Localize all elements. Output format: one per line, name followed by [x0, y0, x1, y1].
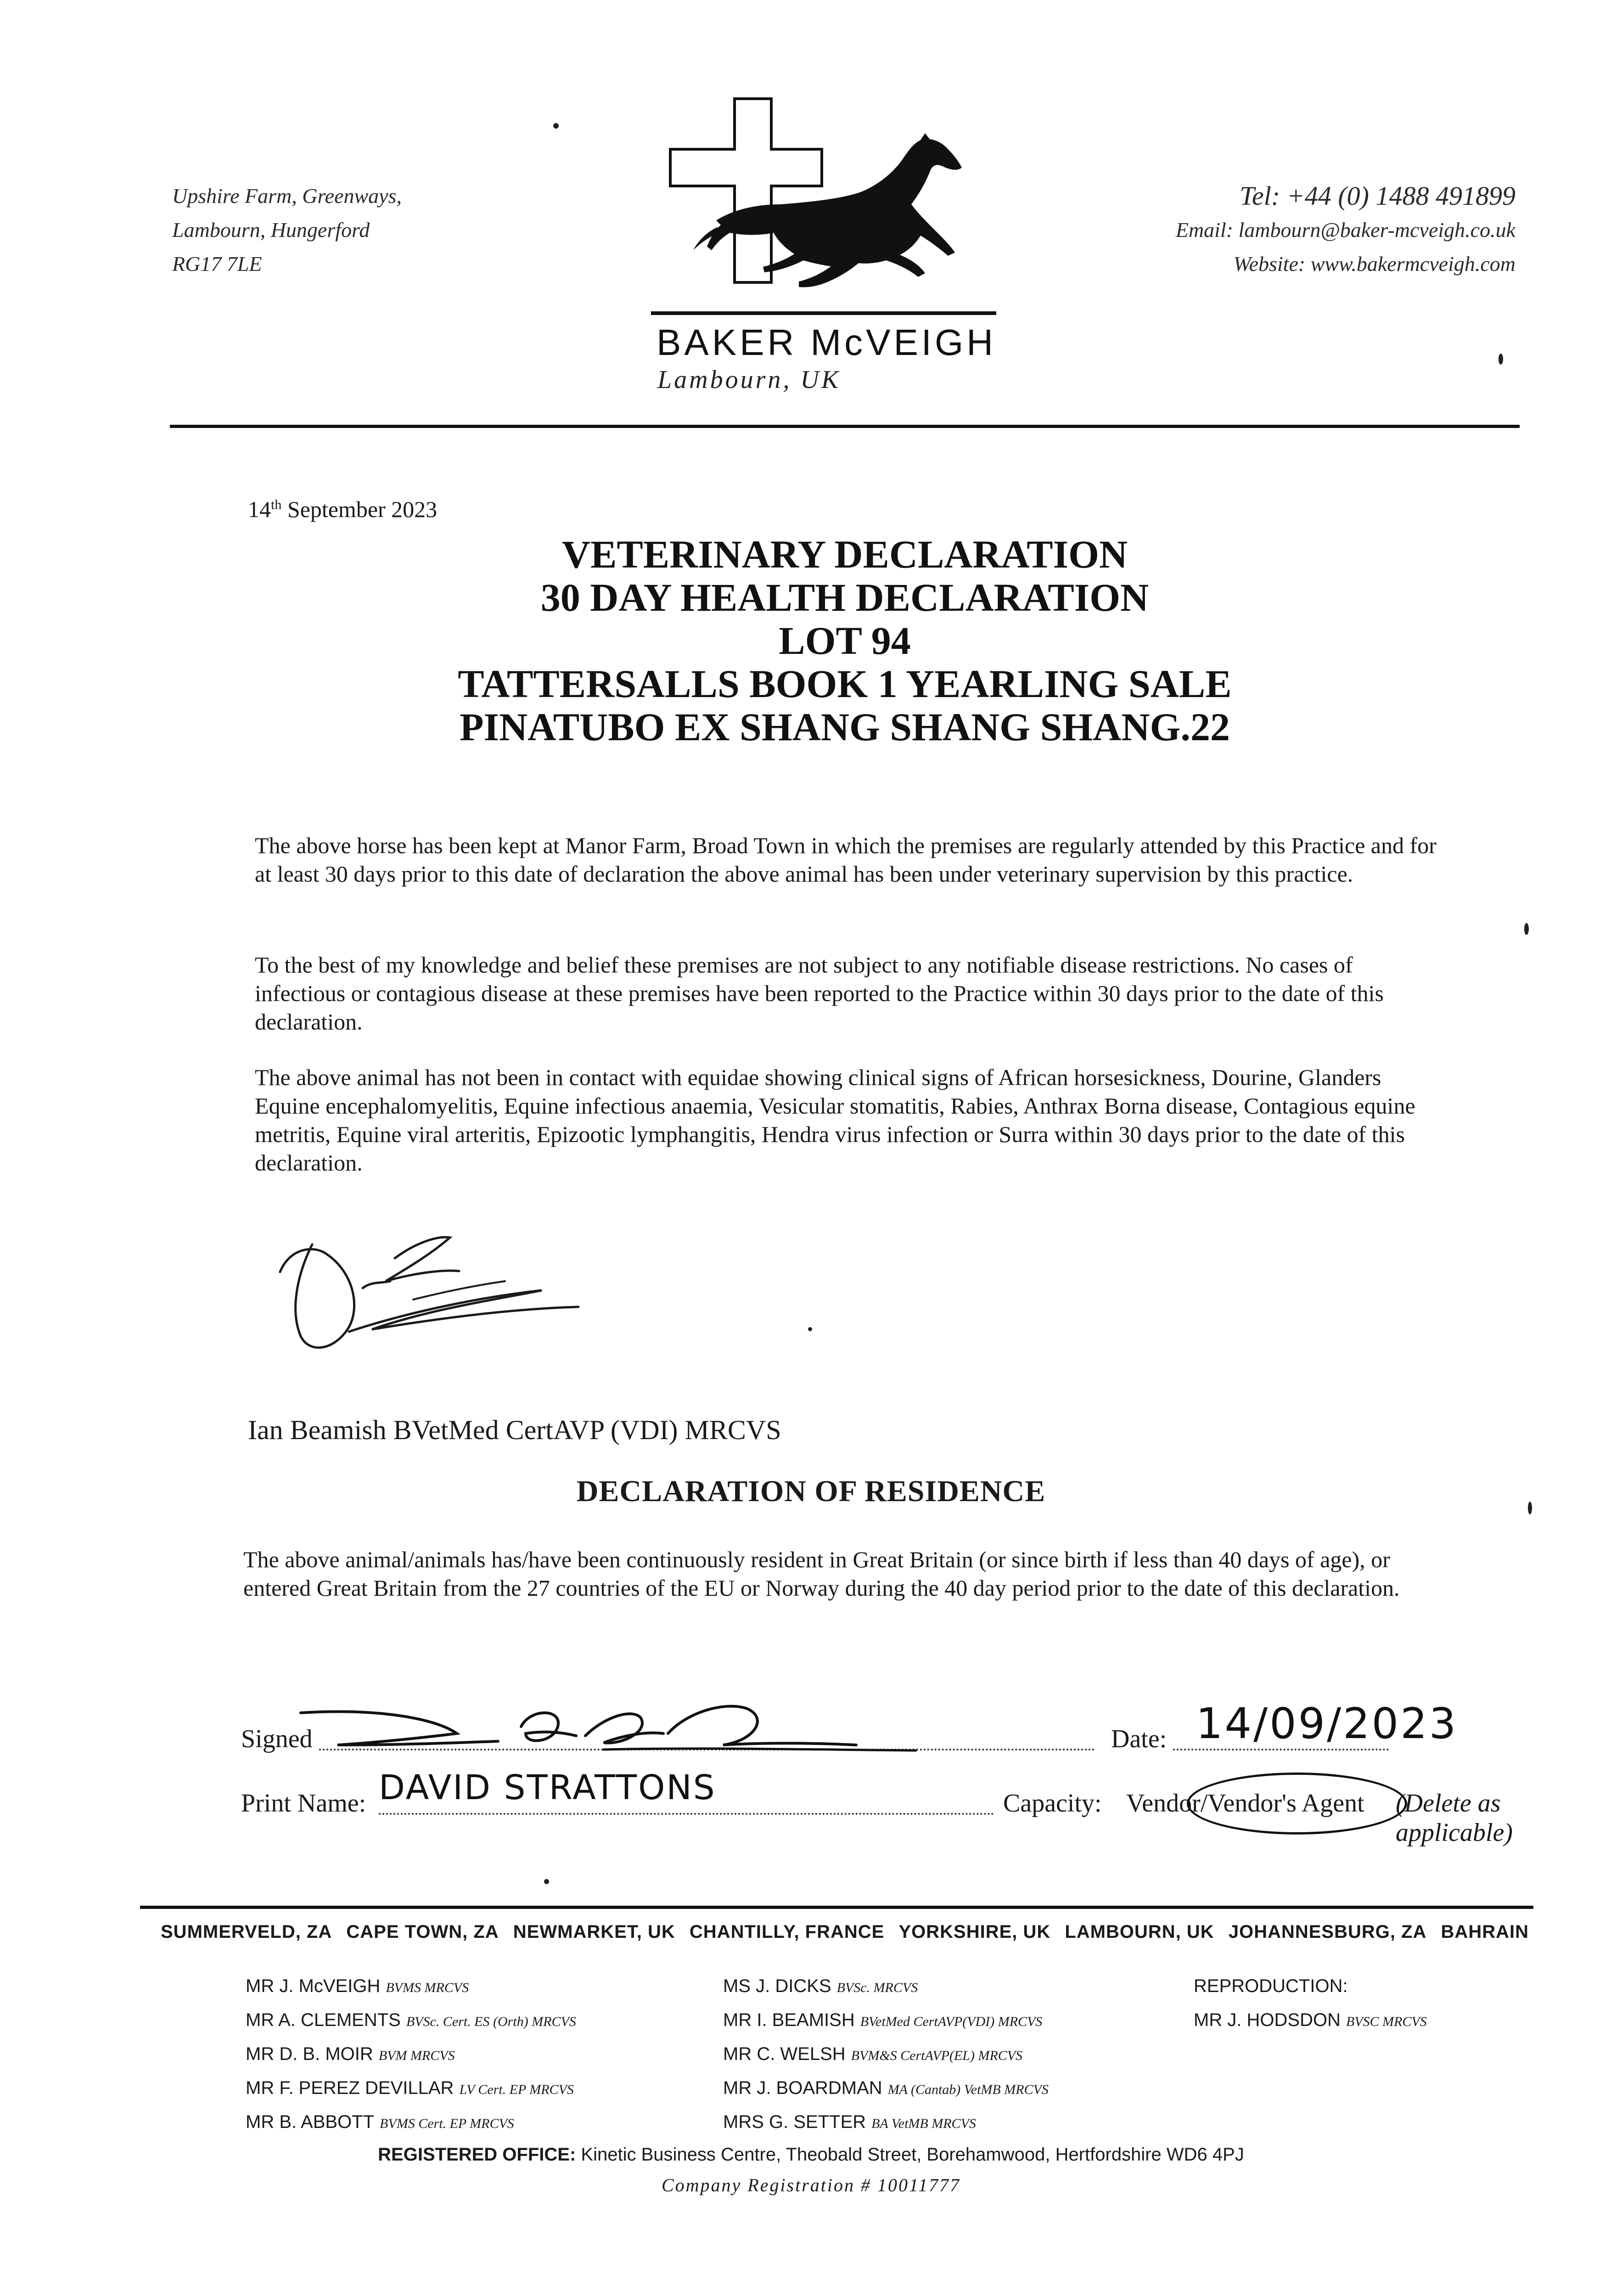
staff-quals: LV Cert. EP MRCVS	[459, 2082, 574, 2097]
capacity-value: Vendor/Vendor's Agent	[1126, 1789, 1364, 1818]
staff-column-2	[723, 1970, 1049, 2140]
premises-paragraph: The above horse has been kept at Manor Farm, Broad Town in which the premises are regularly attended by this Practice and for at least 30 days prior to this date of declaration the above animal has been under veterinary supervision by this practice.	[255, 833, 1437, 887]
scan-speck	[808, 1327, 812, 1331]
address-line: Lambourn, Hungerford	[172, 218, 370, 242]
staff-name: MR J. BOARDMAN	[723, 2078, 882, 2098]
vendor-signature-icon	[282, 1699, 999, 1759]
vet-name: Ian Beamish BVetMed CertAVP (VDI) MRCVS	[248, 1415, 781, 1445]
date-label: Date:	[1111, 1725, 1167, 1753]
capacity-note: (Delete as applicable)	[1396, 1789, 1513, 1847]
handwritten-print-name: DAVID STRATTONS	[379, 1768, 716, 1807]
logo-underline	[651, 311, 996, 315]
vet-signature	[257, 1217, 615, 1368]
title-line: 30 DAY HEALTH DECLARATION	[540, 575, 1149, 619]
date-suffix: th	[271, 497, 282, 512]
staff-entry	[723, 2106, 1049, 2140]
scan-speck	[1524, 923, 1529, 935]
scan-speck	[544, 1879, 549, 1884]
staff-entry	[246, 2004, 576, 2038]
declaration-title	[230, 533, 1460, 748]
contact-details	[1010, 179, 1515, 281]
print-name-label: Print Name:	[241, 1789, 366, 1818]
staff-quals: BA VetMB MRCVS	[871, 2116, 976, 2131]
address-line: Upshire Farm, Greenways,	[172, 184, 402, 208]
staff-name: MR B. ABBOTT	[246, 2112, 375, 2132]
disease-restrictions-paragraph: To the best of my knowledge and belief these premises are not subject to any notifiable disease restrictions. No cases of infectious or contagious disease at these premises have been reported to the Practice within 30 days prior to the date of this declaration.	[255, 952, 1384, 1035]
residence-paragraph: The above animal/animals has/have been continuously resident in Great Britain (or since birth if less than 40 days of age), or entered Great Britain from the 27 countries of the EU or Norway during the 40 day period prior to the date of this declaration.	[243, 1547, 1400, 1601]
brand-name: BAKER McVEIGH	[657, 322, 997, 363]
staff-quals: BVSC MRCVS	[1346, 2014, 1427, 2029]
horse-cross-logo	[661, 90, 1010, 319]
title-line: TATTERSALLS BOOK 1 YEARLING SALE	[458, 662, 1232, 706]
staff-quals: BVMS Cert. EP MRCVS	[380, 2116, 514, 2131]
staff-name: MR D. B. MOIR	[246, 2044, 373, 2064]
staff-quals: BVetMed CertAVP(VDI) MRCVS	[860, 2014, 1043, 2029]
contact-paragraph: The above animal has not been in contact with equidae showing clinical signs of African horsesickness, Dourine, Glanders Equine encephalomyelitis, Equine infectious anaemia, Vesicular stomatitis, Rabies, Anthrax Borna disease, Contagious equine metritis, Equine viral arteritis, Epizootic lymphangitis, Hendra virus infection or Surra within 30 days prior to the date of this declaration.	[255, 1064, 1415, 1176]
staff-entry	[246, 2038, 576, 2072]
horse-logo-icon	[661, 90, 1010, 319]
staff-name: MR F. PEREZ DEVILLAR	[246, 2078, 454, 2098]
staff-column-3	[1194, 1970, 1427, 2038]
staff-name: MR I. BEAMISH	[723, 2010, 855, 2030]
staff-name: MR J. HODSDON	[1194, 2010, 1341, 2030]
location-item: SUMMERVELD, ZA	[161, 1922, 332, 1942]
staff-quals: BVSc. MRCVS	[836, 1980, 918, 1995]
staff-entry	[723, 2072, 1049, 2106]
staff-name: MR A. CLEMENTS	[246, 2010, 401, 2030]
document-date	[248, 496, 437, 523]
staff-name: MR C. WELSH	[723, 2044, 846, 2064]
scan-speck	[1528, 1502, 1532, 1514]
staff-quals: BVMS MRCVS	[386, 1980, 469, 1995]
staff-column-1	[246, 1970, 576, 2140]
signed-row	[241, 1699, 1481, 1763]
staff-entry	[246, 1970, 576, 2004]
staff-name: REPRODUCTION:	[1194, 1976, 1348, 1996]
date-day: 14	[248, 496, 271, 522]
registered-office	[0, 2144, 1622, 2165]
website: Website: www.bakermcveigh.com	[1233, 252, 1515, 276]
signed-label: Signed	[241, 1725, 313, 1753]
footer-divider	[140, 1906, 1533, 1909]
location-item: CHANTILLY, FRANCE	[689, 1922, 885, 1942]
residence-heading: DECLARATION OF RESIDENCE	[576, 1474, 1046, 1508]
header-divider	[170, 425, 1520, 428]
scan-speck	[1499, 354, 1503, 365]
staff-entry	[1194, 2004, 1427, 2038]
staff-quals: BVSc. Cert. ES (Orth) MRCVS	[406, 2014, 576, 2029]
address-line: RG17 7LE	[172, 252, 262, 276]
staff-quals: MA (Cantab) VetMB MRCVS	[887, 2082, 1049, 2097]
email: Email: lambourn@baker-mcveigh.co.uk	[1175, 218, 1515, 242]
staff-name: MRS G. SETTER	[723, 2112, 866, 2132]
staff-name: MS J. DICKS	[723, 1976, 831, 1996]
capacity-label: Capacity:	[1003, 1789, 1102, 1818]
handwritten-signature-icon	[257, 1217, 615, 1368]
title-line: VETERINARY DECLARATION	[561, 532, 1128, 576]
print-name-row	[241, 1768, 1513, 1847]
scan-speck	[553, 123, 559, 129]
staff-name: MR J. McVEIGH	[246, 1976, 381, 1996]
company-registration: Company Registration # 10011777	[661, 2175, 961, 2195]
company-address	[172, 179, 494, 281]
registered-office-address: Kinetic Business Centre, Theobald Street, Borehamwood, Hertfordshire WD6 4PJ	[581, 2144, 1244, 2165]
brand-location: Lambourn, UK	[657, 366, 841, 394]
staff-quals: BVM&S CertAVP(EL) MRCVS	[851, 2048, 1023, 2063]
location-item: LAMBOURN, UK	[1065, 1922, 1214, 1942]
location-item: NEWMARKET, UK	[513, 1922, 675, 1942]
handwritten-date: 14/09/2023	[1196, 1699, 1458, 1748]
office-locations	[161, 1922, 1529, 1942]
location-item: JOHANNESBURG, ZA	[1228, 1922, 1427, 1942]
location-item: YORKSHIRE, UK	[898, 1922, 1051, 1942]
staff-entry	[1194, 1970, 1427, 2004]
location-item: BAHRAIN	[1441, 1922, 1529, 1942]
staff-entry	[723, 2038, 1049, 2072]
staff-entry	[246, 2106, 576, 2140]
date-rest: September 2023	[281, 496, 438, 522]
registered-office-label: REGISTERED OFFICE:	[378, 2144, 576, 2165]
staff-entry	[723, 1970, 1049, 2004]
title-line: LOT 94	[779, 619, 911, 663]
telephone: Tel: +44 (0) 1488 491899	[1240, 181, 1515, 211]
location-item: CAPE TOWN, ZA	[346, 1922, 499, 1942]
staff-entry	[723, 2004, 1049, 2038]
capacity-selection-circle	[1187, 1773, 1407, 1835]
title-line: PINATUBO EX SHANG SHANG SHANG.22	[459, 705, 1230, 749]
staff-entry	[246, 2072, 576, 2106]
staff-quals: BVM MRCVS	[378, 2048, 455, 2063]
